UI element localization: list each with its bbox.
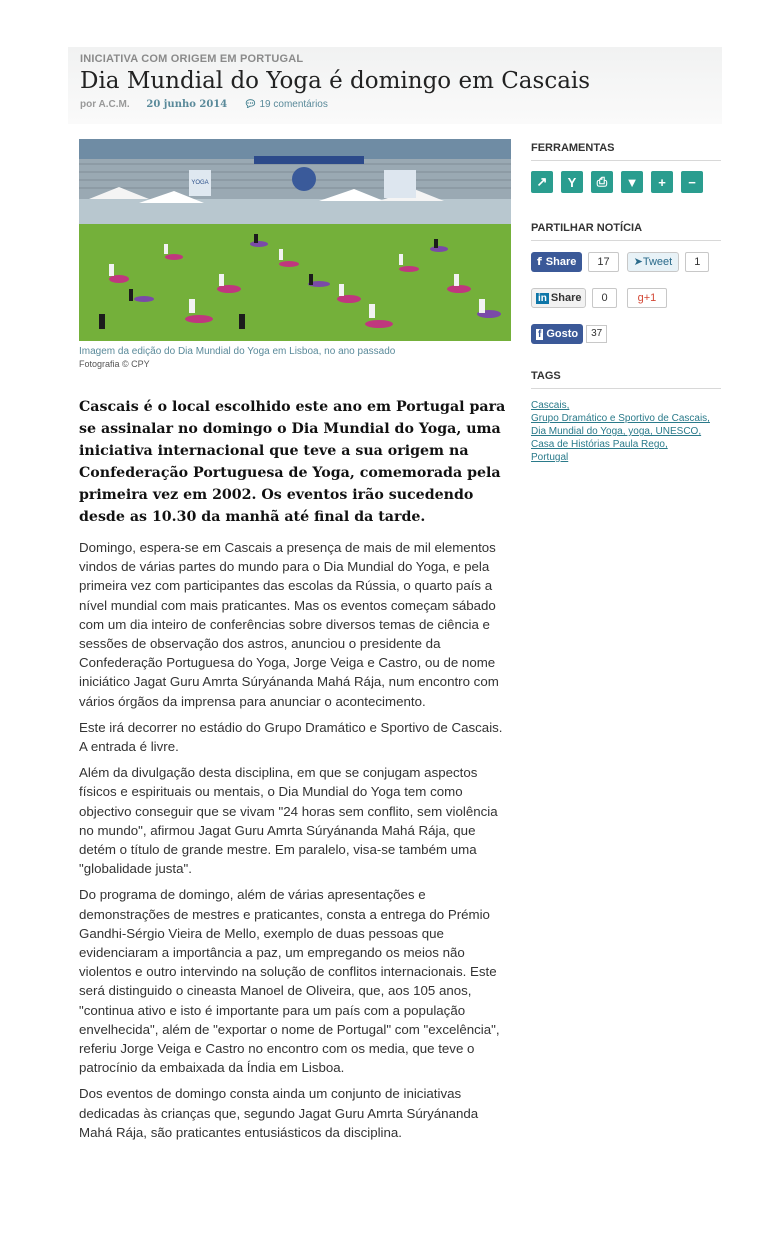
share-row-2 bbox=[531, 287, 721, 309]
minus-icon[interactable]: − bbox=[681, 171, 703, 193]
tweet-label: Tweet bbox=[642, 256, 673, 268]
main-column bbox=[79, 139, 511, 1149]
comment-icon: 💬︎ bbox=[244, 99, 257, 110]
article-photo bbox=[79, 139, 511, 341]
google-plus-label: +1 bbox=[643, 292, 657, 304]
font-size-icon[interactable]: Υ bbox=[561, 171, 583, 193]
plus-icon[interactable]: + bbox=[651, 171, 673, 193]
tweet-button[interactable] bbox=[627, 252, 680, 272]
comments-link[interactable] bbox=[244, 99, 328, 110]
sidebar bbox=[531, 139, 721, 464]
author: por A.C.M. bbox=[80, 99, 130, 110]
share-row-3 bbox=[531, 323, 721, 345]
facebook-like-icon: f bbox=[538, 329, 542, 340]
tags-heading: TAGS bbox=[531, 367, 721, 389]
byline bbox=[80, 99, 710, 110]
tags-list bbox=[531, 399, 721, 464]
linkedin-share-count: 0 bbox=[592, 288, 616, 308]
tools-bar bbox=[531, 171, 721, 193]
share-row-1 bbox=[531, 251, 721, 273]
facebook-like-button[interactable] bbox=[531, 324, 583, 344]
article-kicker: INICIATIVA COM ORIGEM EM PORTUGAL bbox=[80, 53, 304, 65]
article-paragraph: Este irá decorrer no estádio do Grupo Dramático e Sportivo de Cascais. A entrada é livre. bbox=[79, 719, 503, 755]
comment-icon[interactable]: ▼ bbox=[621, 171, 643, 193]
article-paragraph: Dos eventos de domingo consta ainda um conjunto de iniciativas dedicadas às crianças que, segundo Jagat Guru Amrta Súryánanda Mahá Rája, são praticantes entusiásticos da disciplina. bbox=[79, 1086, 479, 1140]
publish-date: 20 junho 2014 bbox=[146, 99, 228, 110]
tag-link[interactable]: Portugal bbox=[531, 452, 569, 463]
share-heading: PARTILHAR NOTÍCIA bbox=[531, 219, 721, 241]
banner-yoga-text: YOGA bbox=[191, 180, 209, 186]
send-icon[interactable]: ↗ bbox=[531, 171, 553, 193]
tools-heading: FERRAMENTAS bbox=[531, 139, 721, 161]
like-count: 37 bbox=[586, 325, 607, 343]
tweet-count: 1 bbox=[685, 252, 709, 272]
article-title: Dia Mundial do Yoga é domingo em Cascais bbox=[80, 68, 591, 94]
photo-credit: Fotografia © CPY bbox=[79, 359, 150, 369]
linkedin-share-button[interactable] bbox=[531, 288, 586, 308]
facebook-share-button[interactable] bbox=[531, 252, 582, 272]
tag-link[interactable]: Casa de Histórias Paula Rego, bbox=[531, 439, 668, 450]
twitter-icon: ➤ bbox=[633, 256, 643, 268]
linkedin-icon: in bbox=[538, 293, 547, 304]
article-header bbox=[68, 47, 722, 124]
article-paragraph: Além da divulgação desta disciplina, em que se conjugam aspectos físicos e espirituais ou mentais, o Dia Mundial do Yoga tem como objectivo conseguir que se vivam "24 horas sem conflito, sem violência no mundo", afirmou Jagat Guru Amrta Súryánanda Mahá Rája, que detém o título de grande mestre. Em paralelo, visa-se também uma "globalidade justa". bbox=[79, 765, 498, 877]
facebook-share-count: 17 bbox=[588, 252, 618, 272]
article-paragraph: Do programa de domingo, além de várias apresentações e demonstrações de mestres e praticantes, consta a entrega do Prémio Gandhi-Sérgio Vieira de Mello, exemplo de duas pessoas que evidenciaram a importância a paz, um empregando os meios não violentos e outro intervindo na solução de conflitos internacionais. Este será distinguido o cineasta Manoel de Oliveira, que, aos 105 anos, "continua ativo e isto é importante para um país com a população envelhecida", além de "exportar o nome de Portugal" com "excelência", referiu Jorge Veiga e Castro no encontro com os media, que teve o patrocínio da embaixada da Índia em Lisboa. bbox=[79, 887, 500, 1076]
photo-caption: Imagem da edição do Dia Mundial do Yoga em Lisboa, no ano passado bbox=[79, 346, 396, 357]
print-icon[interactable]: ⎙ bbox=[591, 171, 613, 193]
google-plus-icon: g bbox=[637, 292, 644, 304]
tag-link[interactable]: Cascais, bbox=[531, 400, 570, 411]
article-page bbox=[68, 47, 722, 1140]
article-lead: Cascais é o local escolhido este ano em Portugal para se assinalar no domingo o Dia Mundial do Yoga, uma iniciativa internacional que teve a sua origem na Confederação Portuguesa de Yoga, comemorada pela primeira vez em 2002. Os eventos irão sucedendo desde as 10.30 da manhã até final da tarde. bbox=[79, 399, 506, 525]
article-paragraph: Domingo, espera-se em Cascais a presença de mais de mil elementos vindos de várias partes do mundo para o Dia Mundial do Yoga, e pela primeira vez com participantes das escolas da Rússia, o quarto país a nível mundial com mais praticantes. Mas os eventos começam sábado com um dia inteiro de conferências sobre diversos temas de ciência e sessões de observação dos astros, anunciou o presidente da Confederação Portuguesa do Yoga, Jorge Veiga e Castro, ou de nome iniciático Jagat Guru Amrta Súryánanda Mahá Rája, num encontro com vários órgãos da imprensa para anunciar o acontecimento. bbox=[79, 540, 499, 709]
tag-link[interactable]: Grupo Dramático e Sportivo de Cascais, bbox=[531, 413, 710, 424]
google-plus-button[interactable] bbox=[627, 288, 668, 308]
linkedin-share-label: Share bbox=[550, 292, 582, 304]
article-body bbox=[79, 538, 511, 1142]
like-label: Gosto bbox=[546, 328, 579, 340]
tag-link[interactable]: Dia Mundial do Yoga, yoga, UNESCO, bbox=[531, 426, 702, 437]
comments-count: 19 comentários bbox=[259, 99, 328, 110]
facebook-share-label: Share bbox=[545, 256, 577, 268]
facebook-icon: f bbox=[537, 255, 542, 268]
